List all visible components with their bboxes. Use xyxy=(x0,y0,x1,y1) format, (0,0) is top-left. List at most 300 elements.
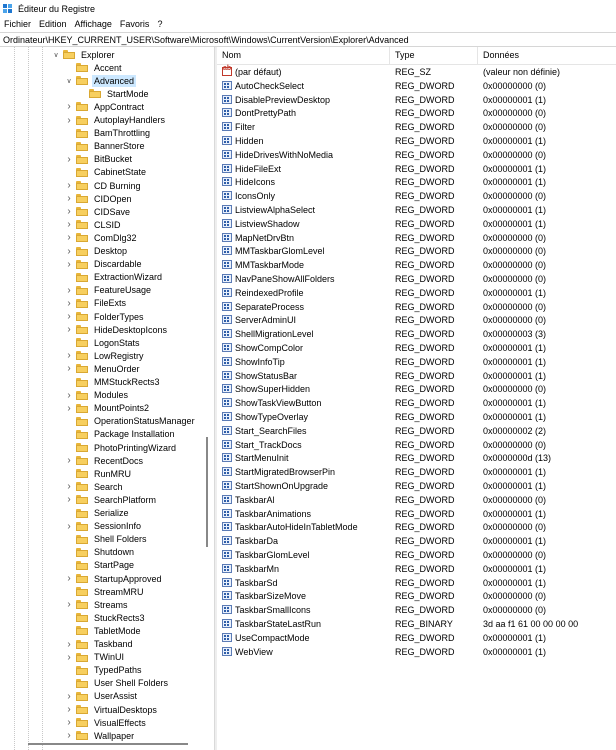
chevron-right-icon[interactable]: › xyxy=(67,717,71,729)
chevron-right-icon[interactable]: › xyxy=(67,402,71,414)
tree-item[interactable] xyxy=(65,336,142,349)
binary-value-icon xyxy=(222,453,232,462)
value-name: TaskbarSd xyxy=(235,577,278,588)
binary-value-icon xyxy=(222,343,232,352)
tree-item[interactable] xyxy=(65,100,146,113)
column-header-name[interactable]: Nom xyxy=(217,47,390,64)
tree-item-label: Desktop xyxy=(94,246,128,256)
value-type: REG_DWORD xyxy=(395,94,455,105)
tree-guide-line xyxy=(28,47,29,750)
value-row[interactable] xyxy=(217,66,616,79)
binary-value-icon xyxy=(222,136,232,145)
value-name: HideIcons xyxy=(235,177,276,188)
tree-item-label: FolderTypes xyxy=(94,311,144,322)
value-data: 0x00000000 (0) xyxy=(483,246,547,257)
expander-placeholder xyxy=(65,507,73,520)
tree-item[interactable] xyxy=(65,677,170,690)
key-tree[interactable] xyxy=(0,47,214,750)
chevron-right-icon[interactable]: › xyxy=(67,324,71,336)
binary-value-icon xyxy=(222,95,232,104)
tree-item[interactable] xyxy=(65,651,126,664)
value-type: REG_SZ xyxy=(395,67,432,77)
value-row[interactable] xyxy=(217,508,616,521)
tree-item-label: OperationStatusManager xyxy=(94,416,195,427)
tree-item-label: BannerStore xyxy=(94,141,145,152)
value-row[interactable] xyxy=(217,259,616,272)
value-data: 0x00000000 (0) xyxy=(483,191,547,202)
tree-item[interactable] xyxy=(65,258,144,271)
tree-guide-line xyxy=(14,47,15,750)
tree-item[interactable] xyxy=(65,690,139,703)
folder-icon xyxy=(76,482,88,491)
value-type: REG_DWORD xyxy=(395,536,455,547)
chevron-right-icon[interactable]: › xyxy=(67,232,71,244)
value-data: 0x00000001 (1) xyxy=(483,467,547,478)
value-data: 0x00000001 (1) xyxy=(483,177,547,188)
tree-item[interactable] xyxy=(52,48,117,61)
value-data: 0x00000001 (1) xyxy=(483,218,547,229)
value-row[interactable] xyxy=(217,190,616,203)
binary-value-icon xyxy=(222,495,232,504)
folder-icon xyxy=(76,142,88,151)
tree-item[interactable] xyxy=(65,192,134,205)
value-name: ShowTaskViewButton xyxy=(235,398,322,409)
tree-item-label: Explorer xyxy=(81,49,115,60)
value-row[interactable] xyxy=(217,301,616,314)
expander-placeholder xyxy=(65,428,73,441)
value-row[interactable] xyxy=(217,604,616,617)
value-type: REG_DWORD xyxy=(395,412,455,422)
tree-item-label: StuckRects3 xyxy=(94,612,145,623)
binary-value-icon xyxy=(222,619,232,628)
tree-item[interactable] xyxy=(65,218,123,231)
chevron-right-icon[interactable]: › xyxy=(67,638,71,650)
chevron-right-icon[interactable]: › xyxy=(67,350,71,362)
value-row[interactable] xyxy=(217,107,616,120)
value-type: REG_DWORD xyxy=(395,398,455,409)
tree-item[interactable] xyxy=(65,585,146,598)
tree-item-label: AutoplayHandlers xyxy=(94,115,166,125)
value-data: 0x0000000d (13) xyxy=(483,453,552,464)
value-row[interactable] xyxy=(217,149,616,162)
tree-item[interactable] xyxy=(65,389,130,402)
tree-item[interactable] xyxy=(65,127,152,140)
expander-placeholder xyxy=(65,140,73,153)
tree-item[interactable] xyxy=(65,638,135,651)
tree-item-label: Search xyxy=(94,481,123,492)
expander-placeholder xyxy=(65,166,73,179)
tree-item[interactable] xyxy=(65,520,143,533)
tree-horizontal-scrollbar[interactable] xyxy=(28,743,188,745)
expander-placeholder xyxy=(78,87,86,100)
tree-item[interactable] xyxy=(65,428,177,441)
tree-item-label: CIDSave xyxy=(94,206,131,217)
value-name: ShowTypeOverlay xyxy=(235,412,309,422)
folder-icon xyxy=(76,535,88,544)
binary-value-icon xyxy=(222,164,232,173)
tree-vertical-scrollbar[interactable] xyxy=(206,437,208,547)
tree-item[interactable] xyxy=(65,559,136,572)
folder-icon xyxy=(76,522,88,531)
chevron-right-icon[interactable]: › xyxy=(67,297,71,309)
value-type: REG_DWORD xyxy=(395,108,455,119)
value-row[interactable] xyxy=(217,466,616,479)
chevron-right-icon[interactable]: › xyxy=(67,206,71,218)
binary-value-icon xyxy=(222,426,232,435)
value-row[interactable] xyxy=(217,121,616,134)
value-name: MapNetDrvBtn xyxy=(235,232,295,243)
binary-value-icon xyxy=(222,509,232,518)
tree-item[interactable] xyxy=(65,624,143,637)
tree-item[interactable] xyxy=(65,349,146,362)
value-type: REG_DWORD xyxy=(395,453,455,464)
tree-item-label: SessionInfo xyxy=(94,521,142,532)
tree-item-label: CIDOpen xyxy=(94,193,132,204)
tree-item[interactable] xyxy=(65,454,145,467)
folder-icon xyxy=(76,626,88,635)
tree-item[interactable] xyxy=(65,415,197,428)
binary-value-icon xyxy=(222,578,232,587)
tree-item[interactable] xyxy=(65,572,164,585)
folder-icon xyxy=(76,364,88,373)
list-header xyxy=(217,47,616,65)
value-row[interactable] xyxy=(217,577,616,590)
tree-item[interactable] xyxy=(65,507,131,520)
binary-value-icon xyxy=(222,412,232,421)
value-row[interactable] xyxy=(217,452,616,465)
expander-placeholder xyxy=(65,376,73,389)
value-row[interactable] xyxy=(217,383,616,396)
chevron-right-icon[interactable]: › xyxy=(67,311,71,322)
value-row[interactable] xyxy=(217,163,616,176)
value-name: TaskbarDa xyxy=(235,536,279,547)
chevron-right-icon[interactable]: › xyxy=(67,153,71,165)
expander-placeholder xyxy=(65,664,73,677)
tree-item[interactable] xyxy=(65,284,153,297)
binary-value-icon xyxy=(222,647,232,656)
folder-icon xyxy=(76,443,88,452)
value-type: REG_DWORD xyxy=(395,550,455,560)
tree-item-label: TWinUI xyxy=(94,652,124,663)
chevron-right-icon[interactable]: › xyxy=(67,180,71,191)
tree-item-label: Discardable xyxy=(94,259,142,270)
binary-value-icon xyxy=(222,633,232,642)
binary-value-icon xyxy=(222,591,232,600)
value-row[interactable] xyxy=(217,590,616,603)
value-data: 3d aa f1 61 00 00 00 00 xyxy=(483,619,579,629)
value-data: 0x00000001 (1) xyxy=(483,536,547,547)
value-row[interactable] xyxy=(217,480,616,493)
value-row[interactable] xyxy=(217,563,616,576)
value-name: StartMigratedBrowserPin xyxy=(235,467,336,478)
tree-item[interactable] xyxy=(65,245,129,258)
value-name: TaskbarStateLastRun xyxy=(235,619,322,629)
value-type: REG_DWORD xyxy=(395,508,455,519)
value-row[interactable] xyxy=(217,494,616,507)
folder-icon xyxy=(76,495,88,504)
chevron-right-icon[interactable]: › xyxy=(67,455,71,467)
value-row[interactable] xyxy=(217,135,616,148)
value-row[interactable] xyxy=(217,232,616,245)
binary-value-icon xyxy=(222,440,232,449)
binary-value-icon xyxy=(222,467,232,476)
tree-item[interactable] xyxy=(65,493,158,506)
value-data: 0x00000001 (1) xyxy=(483,287,547,298)
tree-item-label: MMStuckRects3 xyxy=(94,377,160,387)
folder-icon xyxy=(76,404,88,413)
binary-value-icon xyxy=(222,205,232,214)
folder-icon xyxy=(76,561,88,570)
value-name: WebView xyxy=(235,646,273,657)
value-name: ReindexedProfile xyxy=(235,287,304,298)
value-type: REG_DWORD xyxy=(395,260,455,271)
tree-item[interactable] xyxy=(65,611,147,624)
folder-icon xyxy=(76,679,88,688)
value-row[interactable] xyxy=(217,535,616,548)
value-row[interactable] xyxy=(217,521,616,534)
menu-bar xyxy=(0,17,616,31)
value-row[interactable] xyxy=(217,218,616,231)
tree-item-label: LowRegistry xyxy=(94,350,144,361)
value-row[interactable] xyxy=(217,646,616,659)
menu-help[interactable]: ? xyxy=(157,19,163,29)
expander-placeholder xyxy=(65,533,73,546)
value-row[interactable] xyxy=(217,356,616,369)
regedit-icon xyxy=(3,4,13,14)
tree-item-label: Taskband xyxy=(94,639,133,649)
value-data: 0x00000000 (0) xyxy=(483,439,547,450)
value-row[interactable] xyxy=(217,287,616,300)
value-data: 0x00000001 (1) xyxy=(483,136,547,146)
binary-value-icon xyxy=(222,302,232,311)
chevron-right-icon[interactable]: › xyxy=(67,363,71,375)
value-data: 0x00000000 (0) xyxy=(483,80,547,91)
value-row[interactable] xyxy=(217,176,616,189)
tree-item-label: UserAssist xyxy=(94,691,138,702)
value-data: 0x00000000 (0) xyxy=(483,260,547,271)
value-data: 0x00000000 (0) xyxy=(483,108,547,119)
folder-icon xyxy=(76,247,88,256)
value-row[interactable] xyxy=(217,314,616,327)
chevron-right-icon[interactable]: › xyxy=(67,599,71,611)
binary-value-icon xyxy=(222,219,232,228)
tree-item[interactable] xyxy=(65,664,144,677)
value-row[interactable] xyxy=(217,549,616,562)
chevron-right-icon[interactable]: › xyxy=(67,494,71,506)
chevron-right-icon[interactable]: › xyxy=(67,258,71,270)
tree-item[interactable] xyxy=(65,140,147,153)
value-type: REG_DWORD xyxy=(395,274,455,284)
tree-item[interactable] xyxy=(78,87,151,100)
tree-item[interactable] xyxy=(65,546,136,559)
string-value-icon xyxy=(222,67,232,76)
tree-item[interactable] xyxy=(65,310,146,323)
binary-value-icon xyxy=(222,357,232,366)
folder-icon xyxy=(76,574,88,583)
tree-item[interactable] xyxy=(65,376,162,389)
tree-item-label: Streams xyxy=(94,599,128,610)
value-row[interactable] xyxy=(217,328,616,341)
folder-icon xyxy=(76,692,88,701)
folder-icon xyxy=(76,194,88,203)
value-data: 0x00000000 (0) xyxy=(483,384,547,395)
binary-value-icon xyxy=(222,177,232,186)
chevron-right-icon[interactable]: › xyxy=(67,284,71,296)
tree-item[interactable] xyxy=(65,402,151,415)
chevron-right-icon[interactable]: › xyxy=(67,704,71,715)
tree-item[interactable] xyxy=(65,598,130,611)
tree-item[interactable] xyxy=(65,533,149,546)
tree-item[interactable] xyxy=(65,323,169,336)
chevron-right-icon[interactable]: › xyxy=(67,101,71,113)
value-data: 0x00000000 (0) xyxy=(483,591,547,602)
binary-value-icon xyxy=(222,191,232,200)
tree-item[interactable] xyxy=(65,179,143,192)
value-row[interactable] xyxy=(217,94,616,107)
value-row[interactable] xyxy=(217,411,616,424)
tree-item[interactable] xyxy=(65,703,159,716)
value-type: REG_DWORD xyxy=(395,122,455,133)
binary-value-icon xyxy=(222,274,232,283)
value-name: UseCompactMode xyxy=(235,632,310,643)
tree-item[interactable] xyxy=(65,74,136,87)
value-name: TaskbarAutoHideInTabletMode xyxy=(235,522,358,533)
tree-item-label: User Shell Folders xyxy=(94,678,169,689)
menu-edition[interactable]: Edition xyxy=(39,19,67,29)
value-list[interactable] xyxy=(217,47,616,750)
binary-value-icon xyxy=(222,605,232,614)
value-data: 0x00000001 (1) xyxy=(483,343,547,353)
tree-item[interactable] xyxy=(65,205,132,218)
value-row[interactable] xyxy=(217,425,616,438)
value-data: 0x00000000 (0) xyxy=(483,232,547,243)
tree-item-label: Accent xyxy=(94,62,122,73)
folder-icon xyxy=(76,286,88,295)
menu-fichier[interactable]: Fichier xyxy=(4,19,32,29)
value-row[interactable] xyxy=(217,370,616,383)
tree-item[interactable] xyxy=(65,480,125,493)
value-name: ShowSuperHidden xyxy=(235,384,311,395)
chevron-right-icon[interactable]: › xyxy=(67,730,71,742)
tree-item-label: Wallpaper xyxy=(94,730,135,741)
value-row[interactable] xyxy=(217,342,616,355)
expander-placeholder xyxy=(65,336,73,349)
value-data: 0x00000001 (1) xyxy=(483,163,547,174)
binary-value-icon xyxy=(222,122,232,131)
value-data: 0x00000000 (0) xyxy=(483,149,547,160)
menu-affichage[interactable]: Affichage xyxy=(74,19,112,29)
tree-item[interactable] xyxy=(65,441,178,454)
tree-item[interactable] xyxy=(65,729,136,742)
value-data: 0x00000001 (1) xyxy=(483,94,547,105)
value-name: MMTaskbarGlomLevel xyxy=(235,246,325,257)
value-data: 0x00000001 (1) xyxy=(483,398,547,409)
expander-placeholder xyxy=(65,415,73,428)
tree-item-label: PhotoPrintingWizard xyxy=(94,442,177,453)
value-type: REG_DWORD xyxy=(395,577,455,588)
tree-item-label: AppContract xyxy=(94,101,145,112)
chevron-down-icon[interactable]: ∨ xyxy=(53,51,59,59)
value-row[interactable] xyxy=(217,618,616,631)
address-bar[interactable]: Ordinateur\HKEY_CURRENT_USER\Software\Microsoft\Windows\CurrentVersion\Explorer\Advanced xyxy=(0,32,616,47)
value-name: Start_SearchFiles xyxy=(235,425,307,436)
value-name: TaskbarGlomLevel xyxy=(235,550,310,560)
value-data: 0x00000001 (1) xyxy=(483,508,547,519)
chevron-right-icon[interactable]: › xyxy=(67,573,71,584)
tree-item[interactable] xyxy=(65,271,164,284)
value-name: TaskbarAnimations xyxy=(235,508,312,519)
chevron-down-icon[interactable]: ∨ xyxy=(66,77,72,85)
folder-icon xyxy=(76,731,88,740)
chevron-right-icon[interactable]: › xyxy=(67,651,71,663)
tree-item[interactable] xyxy=(65,166,148,179)
chevron-right-icon[interactable]: › xyxy=(67,389,71,401)
folder-icon xyxy=(76,116,88,125)
value-name: HideFileExt xyxy=(235,163,282,174)
chevron-right-icon[interactable]: › xyxy=(67,481,71,493)
folder-icon xyxy=(76,129,88,138)
folder-icon xyxy=(76,640,88,649)
expander-placeholder xyxy=(65,559,73,572)
folder-icon xyxy=(76,351,88,360)
tree-item[interactable] xyxy=(65,114,167,127)
expander-placeholder xyxy=(65,127,73,140)
value-name: MMTaskbarMode xyxy=(235,260,305,271)
tree-item[interactable] xyxy=(65,297,128,310)
tree-item[interactable] xyxy=(65,153,134,166)
value-row[interactable] xyxy=(217,245,616,258)
value-row[interactable] xyxy=(217,80,616,93)
tree-item[interactable] xyxy=(65,61,124,74)
chevron-right-icon[interactable]: › xyxy=(67,193,71,205)
folder-icon xyxy=(76,299,88,308)
chevron-right-icon[interactable]: › xyxy=(67,690,71,702)
value-data: 0x00000000 (0) xyxy=(483,550,547,560)
value-type: REG_DWORD xyxy=(395,329,455,340)
value-row[interactable] xyxy=(217,632,616,645)
value-name: TaskbarSizeMove xyxy=(235,591,307,602)
folder-icon xyxy=(76,430,88,439)
value-name: IconsOnly xyxy=(235,191,276,202)
value-type: REG_DWORD xyxy=(395,494,455,505)
value-row[interactable] xyxy=(217,204,616,217)
chevron-right-icon[interactable]: › xyxy=(67,520,71,532)
folder-icon xyxy=(76,666,88,675)
folder-icon xyxy=(76,76,88,85)
tree-item[interactable] xyxy=(65,716,148,729)
folder-icon xyxy=(76,509,88,518)
column-header-data[interactable]: Données xyxy=(483,50,520,60)
chevron-right-icon[interactable]: › xyxy=(67,114,71,126)
chevron-right-icon[interactable]: › xyxy=(67,245,71,257)
menu-favoris[interactable]: Favoris xyxy=(119,19,150,29)
column-header-type[interactable]: Type xyxy=(390,47,478,64)
binary-value-icon xyxy=(222,550,232,559)
value-data: 0x00000000 (0) xyxy=(483,301,547,312)
tree-item-label: VisualEffects xyxy=(94,717,146,728)
tree-item[interactable] xyxy=(65,362,142,375)
value-data: 0x00000000 (0) xyxy=(483,605,547,616)
binary-value-icon xyxy=(222,150,232,159)
value-data: (valeur non définie) xyxy=(483,67,561,77)
chevron-right-icon[interactable]: › xyxy=(67,219,71,231)
value-row[interactable] xyxy=(217,273,616,286)
tree-item[interactable] xyxy=(65,467,133,480)
value-row[interactable] xyxy=(217,397,616,410)
tree-item[interactable] xyxy=(65,231,139,244)
value-type: REG_BINARY xyxy=(395,619,453,629)
value-row[interactable] xyxy=(217,439,616,452)
